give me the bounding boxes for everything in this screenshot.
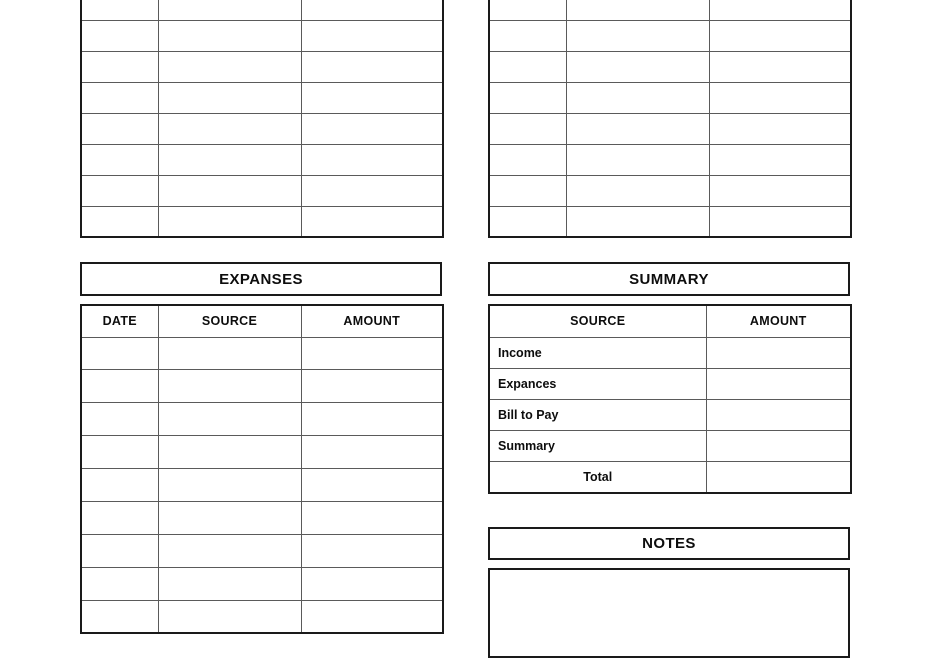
table-row[interactable] <box>489 82 851 113</box>
income-table-wrapper <box>80 0 442 237</box>
bills-cell-amount[interactable] <box>709 175 851 206</box>
expanses-cell-source[interactable] <box>158 436 301 469</box>
expanses-col-amount: AMOUNT <box>301 305 443 337</box>
summary-row-amount-total[interactable] <box>706 462 851 493</box>
table-row[interactable] <box>81 20 443 51</box>
expanses-cell-date[interactable] <box>81 337 158 370</box>
income-cell-date[interactable] <box>81 20 158 51</box>
income-cell-source[interactable] <box>158 51 301 82</box>
expanses-table[interactable] <box>80 304 444 634</box>
bills-cell-source[interactable] <box>566 206 709 237</box>
table-row[interactable] <box>489 206 851 237</box>
income-cell-date[interactable] <box>81 51 158 82</box>
expanses-cell-amount[interactable] <box>301 337 443 370</box>
table-row[interactable] <box>81 206 443 237</box>
expanses-cell-source[interactable] <box>158 469 301 502</box>
summary-section-title <box>488 262 850 296</box>
bills-cell-date[interactable] <box>489 175 566 206</box>
income-cell-amount[interactable] <box>301 175 443 206</box>
table-row[interactable] <box>81 0 443 20</box>
bills-table-wrapper <box>488 0 850 237</box>
expanses-cell-date[interactable] <box>81 600 158 633</box>
bills-cell-amount[interactable] <box>709 206 851 237</box>
expanses-cell-source[interactable] <box>158 370 301 403</box>
summary-row-label-total: Total <box>489 462 706 493</box>
summary-row-label-income: Income <box>489 337 706 368</box>
income-cell-date[interactable] <box>81 113 158 144</box>
bills-cell-date[interactable] <box>489 20 566 51</box>
bills-cell-source[interactable] <box>566 0 709 20</box>
summary-table[interactable] <box>488 304 852 494</box>
summary-row-amount-bill-to-pay[interactable] <box>706 399 851 430</box>
income-cell-source[interactable] <box>158 175 301 206</box>
table-row[interactable] <box>489 368 851 399</box>
bills-cell-amount[interactable] <box>709 82 851 113</box>
summary-title-label: SUMMARY <box>629 270 709 288</box>
table-row[interactable] <box>81 113 443 144</box>
table-row[interactable] <box>489 462 851 493</box>
table-header-row <box>81 305 443 337</box>
expanses-cell-date[interactable] <box>81 403 158 436</box>
income-cell-date[interactable] <box>81 206 158 237</box>
table-row[interactable] <box>489 51 851 82</box>
table-row[interactable] <box>81 370 443 403</box>
income-cell-date[interactable] <box>81 0 158 20</box>
table-row[interactable] <box>489 144 851 175</box>
expanses-cell-source[interactable] <box>158 567 301 600</box>
bills-cell-source[interactable] <box>566 175 709 206</box>
summary-row-amount-expances[interactable] <box>706 368 851 399</box>
bills-cell-date[interactable] <box>489 0 566 20</box>
expanses-cell-amount[interactable] <box>301 501 443 534</box>
bills-cell-source[interactable] <box>566 20 709 51</box>
summary-row-label-bill-to-pay: Bill to Pay <box>489 399 706 430</box>
expanses-cell-amount[interactable] <box>301 436 443 469</box>
table-row[interactable] <box>81 51 443 82</box>
table-row[interactable] <box>81 82 443 113</box>
table-row[interactable] <box>489 175 851 206</box>
bills-cell-date[interactable] <box>489 206 566 237</box>
income-cell-amount[interactable] <box>301 113 443 144</box>
notes-body[interactable] <box>488 568 850 658</box>
bills-table-body <box>489 0 851 237</box>
expanses-cell-source[interactable] <box>158 403 301 436</box>
expanses-cell-source[interactable] <box>158 501 301 534</box>
income-cell-source[interactable] <box>158 206 301 237</box>
summary-table-body <box>489 337 851 493</box>
expanses-section-title <box>80 262 442 296</box>
table-row[interactable] <box>81 403 443 436</box>
expanses-col-source: SOURCE <box>158 305 301 337</box>
income-cell-source[interactable] <box>158 20 301 51</box>
expanses-cell-amount[interactable] <box>301 567 443 600</box>
income-cell-date[interactable] <box>81 175 158 206</box>
table-row[interactable] <box>489 399 851 430</box>
expanses-cell-source[interactable] <box>158 337 301 370</box>
table-row[interactable] <box>81 567 443 600</box>
table-row[interactable] <box>81 501 443 534</box>
bills-cell-source[interactable] <box>566 113 709 144</box>
table-row[interactable] <box>489 337 851 368</box>
expanses-cell-amount[interactable] <box>301 469 443 502</box>
table-row[interactable] <box>81 534 443 567</box>
bills-cell-amount[interactable] <box>709 51 851 82</box>
expanses-cell-amount[interactable] <box>301 600 443 633</box>
expanses-cell-source[interactable] <box>158 600 301 633</box>
summary-row-label-expances: Expances <box>489 368 706 399</box>
income-cell-amount[interactable] <box>301 144 443 175</box>
expanses-table-head <box>81 305 443 337</box>
notes-section-title <box>488 527 850 560</box>
bills-cell-source[interactable] <box>566 82 709 113</box>
income-cell-source[interactable] <box>158 0 301 20</box>
summary-col-amount: AMOUNT <box>706 305 851 337</box>
bills-table[interactable] <box>488 0 852 238</box>
summary-row-amount-summary[interactable] <box>706 431 851 462</box>
table-row[interactable] <box>81 600 443 633</box>
summary-col-source: SOURCE <box>489 305 706 337</box>
summary-row-amount-income[interactable] <box>706 337 851 368</box>
income-table[interactable] <box>80 0 444 238</box>
summary-table-wrapper <box>488 304 850 494</box>
income-cell-source[interactable] <box>158 144 301 175</box>
income-cell-amount[interactable] <box>301 51 443 82</box>
notes-body-text[interactable] <box>490 570 848 586</box>
expanses-cell-amount[interactable] <box>301 370 443 403</box>
income-table-body <box>81 0 443 237</box>
income-cell-amount[interactable] <box>301 20 443 51</box>
expanses-cell-date[interactable] <box>81 469 158 502</box>
income-cell-amount[interactable] <box>301 206 443 237</box>
bills-cell-amount[interactable] <box>709 0 851 20</box>
expanses-cell-date[interactable] <box>81 436 158 469</box>
expanses-cell-amount[interactable] <box>301 403 443 436</box>
table-row[interactable] <box>489 431 851 462</box>
expanses-table-body <box>81 337 443 633</box>
bills-cell-date[interactable] <box>489 82 566 113</box>
table-row[interactable] <box>81 337 443 370</box>
expanses-cell-amount[interactable] <box>301 534 443 567</box>
summary-row-label-summary: Summary <box>489 431 706 462</box>
income-cell-amount[interactable] <box>301 0 443 20</box>
bills-cell-amount[interactable] <box>709 144 851 175</box>
expanses-title-label: EXPANSES <box>219 270 303 288</box>
expanses-cell-date[interactable] <box>81 534 158 567</box>
expanses-cell-date[interactable] <box>81 501 158 534</box>
bills-cell-date[interactable] <box>489 113 566 144</box>
table-row[interactable] <box>81 144 443 175</box>
table-row[interactable] <box>81 436 443 469</box>
bills-cell-amount[interactable] <box>709 20 851 51</box>
income-cell-date[interactable] <box>81 144 158 175</box>
income-cell-source[interactable] <box>158 113 301 144</box>
bills-cell-date[interactable] <box>489 51 566 82</box>
expanses-cell-date[interactable] <box>81 370 158 403</box>
bills-cell-source[interactable] <box>566 51 709 82</box>
bills-cell-date[interactable] <box>489 144 566 175</box>
bills-cell-amount[interactable] <box>709 113 851 144</box>
table-row[interactable] <box>489 113 851 144</box>
table-row[interactable] <box>489 0 851 20</box>
bills-cell-source[interactable] <box>566 144 709 175</box>
income-cell-date[interactable] <box>81 82 158 113</box>
expanses-table-wrapper <box>80 304 442 634</box>
table-header-row <box>489 305 851 337</box>
expanses-cell-date[interactable] <box>81 567 158 600</box>
table-row[interactable] <box>81 469 443 502</box>
expanses-col-date: DATE <box>81 305 158 337</box>
table-row[interactable] <box>81 175 443 206</box>
summary-table-head <box>489 305 851 337</box>
expanses-cell-source[interactable] <box>158 534 301 567</box>
notes-title-label: NOTES <box>642 535 696 552</box>
income-cell-amount[interactable] <box>301 82 443 113</box>
income-cell-source[interactable] <box>158 82 301 113</box>
table-row[interactable] <box>489 20 851 51</box>
